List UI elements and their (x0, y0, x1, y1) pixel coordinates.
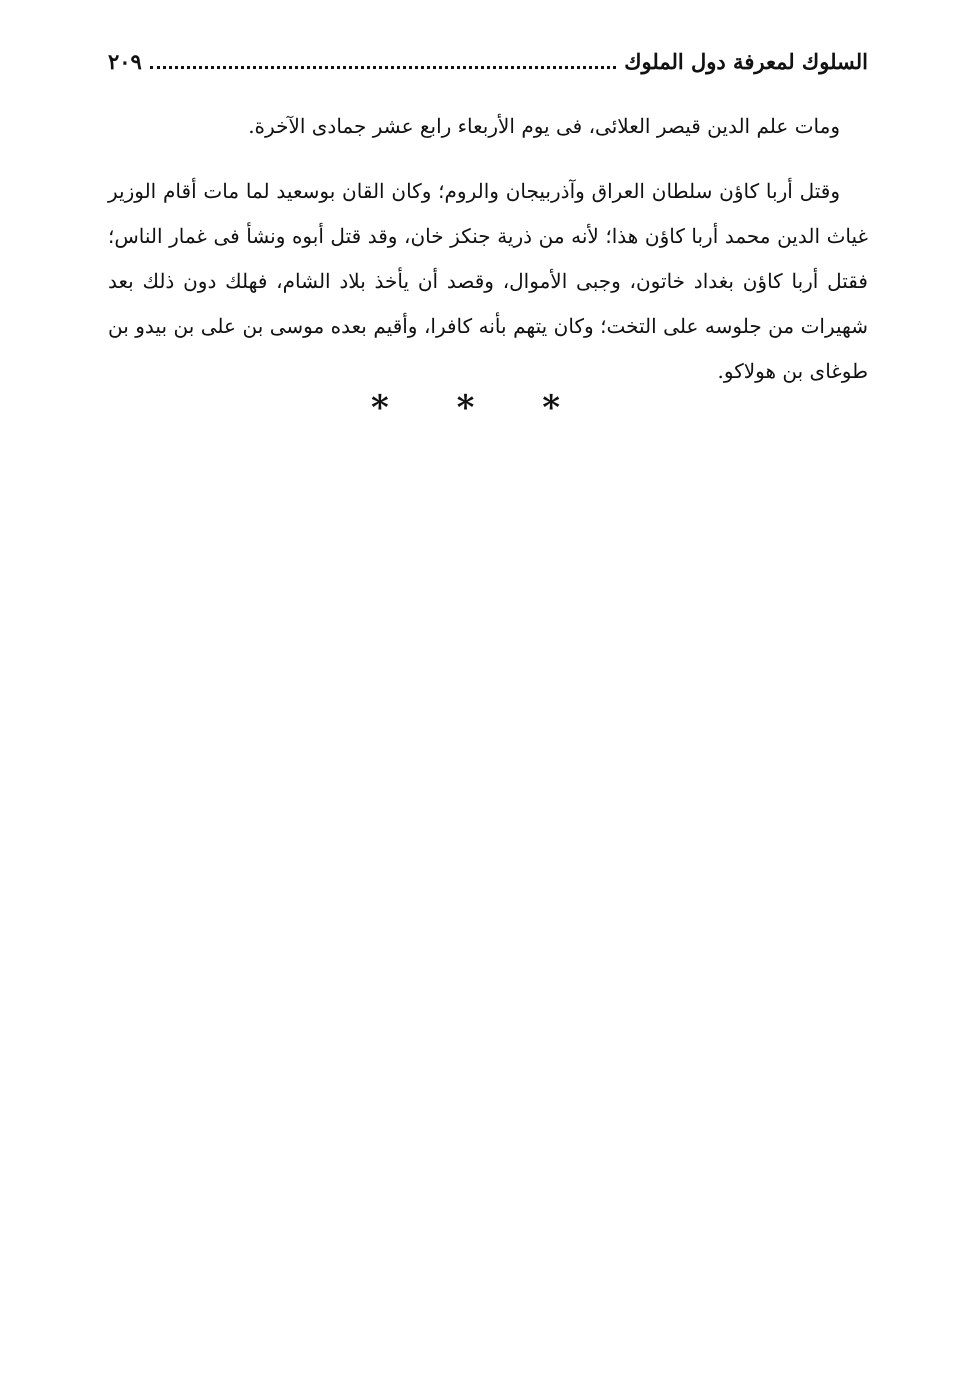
paragraph-arpa-keun: وقتل أربا كاؤن سلطان العراق وآذربيجان والروم؛ وكان القان بوسعيد لما مات أقام الوزير غياث الدين محمد أربا كاؤن هذا؛ لأنه من ذرية جنكز خان، وقد قتل أبوه ونشأ فى غمار الناس؛ فقتل أربا كاؤن بغداد خاتون، وجبى الأموال، وقصد أن يأخذ بلاد الشام، فهلك دون ذلك بعد شهيرات من جلوسه على التخت؛ وكان يتهم بأنه كافرا، وأقيم بعده موسى بن على بن بيدو بن طوغاى بن هولاكو. (108, 179, 868, 383)
paragraph-death-notice: ومات علم الدين قيصر العلائى، فى يوم الأربعاء رابع عشر جمادى الآخرة. (248, 114, 840, 138)
asterisk-ornament-icon: * (456, 388, 497, 428)
dotted-leader (150, 66, 616, 69)
asterisk-ornament-icon: * (370, 388, 411, 428)
page-number: ٢٠٩ (108, 48, 142, 74)
running-title: السلوك لمعرفة دول الملوك (624, 48, 868, 74)
section-separator-ornament (0, 388, 953, 428)
page-header (108, 44, 868, 78)
asterisk-ornament-icon: * (542, 388, 583, 428)
